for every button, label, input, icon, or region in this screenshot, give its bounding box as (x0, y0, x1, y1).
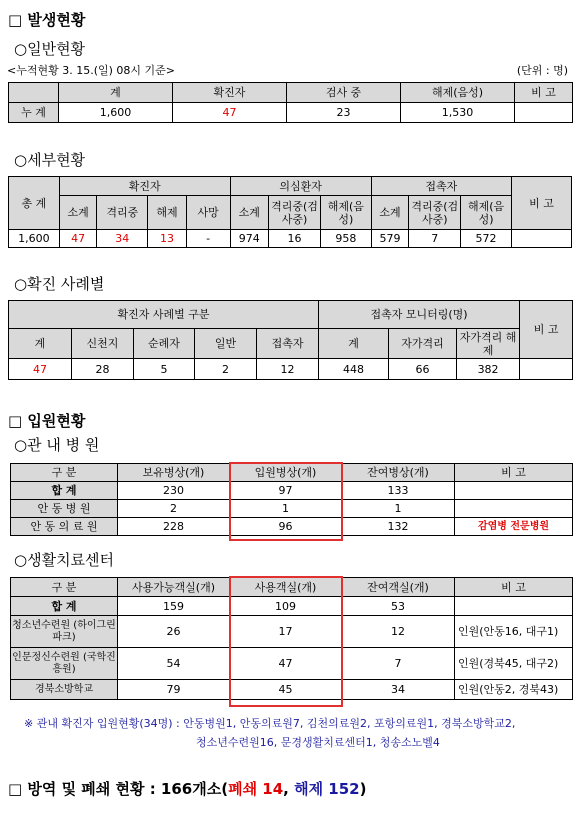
detail-status-table (8, 176, 572, 248)
general-status-heading: ○일반현황 (14, 40, 86, 58)
cell-grand-total: 1,600 (9, 230, 60, 248)
sub-header: 소계 (230, 196, 269, 230)
cell-remark: 인원(경북45, 대구2) (455, 648, 573, 680)
sub-header: 격리중 (97, 196, 148, 230)
cell-contact-subtotal: 579 (371, 230, 409, 248)
general-status-table (8, 82, 573, 123)
header-released: 해제(음성) (401, 83, 515, 103)
hospitals-heading: ○관 내 병 원 (14, 436, 100, 454)
cell-self-isolation: 66 (389, 359, 457, 380)
header-available-rooms: 사용가능객실(개) (118, 578, 230, 597)
treatment-centers-heading: ○생활치료센터 (14, 551, 115, 569)
row-label-cumulative: 누 계 (9, 103, 59, 123)
header-general: 일반 (195, 329, 257, 359)
sub-header: 해제(음성) (320, 196, 371, 230)
header-occupied-beds: 입원병상(개) (230, 464, 342, 482)
row-label-andong-medical-center: 안 동 의 료 원 (11, 518, 118, 536)
row-label-total: 합 계 (11, 597, 118, 616)
header-total: 계 (59, 83, 173, 103)
cell-value: 34 (342, 680, 455, 700)
header-group-suspected: 의심환자 (230, 177, 371, 196)
header-pilgrims: 순례자 (134, 329, 195, 359)
section-title-quarantine (8, 778, 366, 799)
cell-released: 1,530 (401, 103, 515, 123)
cell-confirmed: 47 (173, 103, 287, 123)
header-grand-total: 총 계 (9, 177, 60, 230)
header-remaining-rooms: 잔여객실(개) (342, 578, 455, 597)
row-label-fire-academy: 경북소방학교 (11, 680, 118, 700)
cell-shincheonji: 28 (72, 359, 134, 380)
cell-value: 12 (342, 616, 455, 648)
cell-general: 2 (195, 359, 257, 380)
cell-value: 26 (118, 616, 230, 648)
cell-value: 17 (230, 616, 342, 648)
header-group-monitoring: 접촉자 모니터링(명) (319, 301, 520, 329)
cell-confirmed-isolating: 34 (97, 230, 148, 248)
sub-header: 해제(음성) (461, 196, 512, 230)
basis-note: <누적현황 3. 15.(일) 08시 기준> (7, 64, 175, 77)
released-count: 해제 152 (294, 780, 360, 798)
cell-value: 97 (230, 482, 342, 500)
row-label-total: 합 계 (11, 482, 118, 500)
header-remark: 비 고 (455, 578, 573, 597)
header-self-isolation-released: 자가격리 해 제 (457, 329, 520, 359)
header-monitor-total: 계 (319, 329, 389, 359)
inpatient-footnote (24, 714, 515, 752)
hospital-beds-table (10, 463, 573, 536)
header-contacts: 접촉자 (257, 329, 319, 359)
cell-value: 47 (230, 648, 342, 680)
header-total: 계 (9, 329, 72, 359)
quarantine-prefix: □ 방역 및 폐쇄 현황 : 166개소( (8, 780, 229, 798)
cell-value: 2 (118, 500, 230, 518)
cell-value: 1 (342, 500, 455, 518)
cell-self-isolation-released: 382 (457, 359, 520, 380)
closed-count: 폐쇄 14 (228, 780, 284, 798)
separator: , (283, 780, 295, 798)
cell-value: 132 (342, 518, 455, 536)
cell-value: 159 (118, 597, 230, 616)
header-self-isolation: 자가격리 (389, 329, 457, 359)
cell-value: 109 (230, 597, 342, 616)
header-remaining-beds: 잔여병상(개) (342, 464, 455, 482)
header-total-beds: 보유병상(개) (118, 464, 230, 482)
row-label-humanities-training-center: 인문정신수련원 (국학진흥원) (11, 648, 118, 680)
header-testing: 검사 중 (287, 83, 401, 103)
sub-header: 해제 (148, 196, 187, 230)
detail-status-heading: ○세부현황 (14, 151, 86, 169)
cell-value: 53 (342, 597, 455, 616)
footnote-line-2: 청소년수련원16, 문경생활치료센터1, 청송소노벨4 (196, 736, 440, 749)
cell-confirmed-released: 13 (148, 230, 187, 248)
cell-confirmed-subtotal: 47 (59, 230, 97, 248)
quarantine-suffix: ) (359, 780, 367, 798)
cell-remark (455, 597, 573, 616)
header-confirmed: 확진자 (173, 83, 287, 103)
header-used-rooms: 사용객실(개) (230, 578, 342, 597)
header-group-case-type: 확진자 사례별 구분 (9, 301, 319, 329)
footnote-line-1: ※ 관내 확진자 입원현황(34명) : 안동병원1, 안동의료원7, 김천의료원2, 포항의료원1, 경북소방학교2, (24, 717, 516, 730)
cell-remark (511, 230, 571, 248)
header-blank (9, 83, 59, 103)
cell-remark (455, 482, 573, 500)
row-label-youth-training-center: 청소년수련원 (하이그린파크) (11, 616, 118, 648)
cell-total: 1,600 (59, 103, 173, 123)
cell-pilgrims: 5 (134, 359, 195, 380)
cell-value: 96 (230, 518, 342, 536)
cell-value: 133 (342, 482, 455, 500)
cell-value: 54 (118, 648, 230, 680)
cell-suspected-subtotal: 974 (230, 230, 269, 248)
cell-deaths: - (186, 230, 230, 248)
cell-remark (515, 103, 573, 123)
cell-remark (520, 359, 573, 380)
header-group-confirmed: 확진자 (59, 177, 230, 196)
cell-remark: 인원(안동16, 대구1) (455, 616, 573, 648)
row-label-andong-hospital: 안 동 병 원 (11, 500, 118, 518)
cell-value: 79 (118, 680, 230, 700)
cell-value: 45 (230, 680, 342, 700)
sub-header: 격리중(검사중) (269, 196, 321, 230)
cell-case-total: 47 (9, 359, 72, 380)
cell-monitor-total: 448 (319, 359, 389, 380)
treatment-centers-table (10, 577, 573, 700)
sub-header: 격리중(검사중) (409, 196, 461, 230)
cell-value: 230 (118, 482, 230, 500)
cell-contact-testing: 7 (409, 230, 461, 248)
cell-suspected-negative: 958 (320, 230, 371, 248)
section-title-occurrence: □ 발생현황 (8, 11, 86, 29)
cell-suspected-testing: 16 (269, 230, 321, 248)
cell-contacts: 12 (257, 359, 319, 380)
cell-contact-negative: 572 (461, 230, 512, 248)
header-group-contact: 접촉자 (371, 177, 511, 196)
section-title-hospitalization: □ 입원현황 (8, 412, 86, 430)
header-category: 구 분 (11, 464, 118, 482)
unit-note: (단위 : 명) (516, 64, 568, 77)
case-type-table (8, 300, 573, 380)
header-remark: 비 고 (520, 301, 573, 359)
cell-remark-infectious-disease-hospital: 감염병 전문병원 (455, 518, 573, 536)
header-category: 구 분 (11, 578, 118, 597)
case-type-heading: ○확진 사례별 (14, 275, 105, 293)
sub-header: 소계 (59, 196, 97, 230)
header-shincheonji: 신천지 (72, 329, 134, 359)
sub-header: 사망 (186, 196, 230, 230)
cell-value: 228 (118, 518, 230, 536)
header-remark: 비 고 (455, 464, 573, 482)
cell-value: 1 (230, 500, 342, 518)
cell-testing: 23 (287, 103, 401, 123)
cell-remark: 인원(안동2, 경북43) (455, 680, 573, 700)
cell-value: 7 (342, 648, 455, 680)
cell-remark (455, 500, 573, 518)
sub-header: 소계 (371, 196, 409, 230)
header-remark: 비 고 (511, 177, 571, 230)
header-remark: 비 고 (515, 83, 573, 103)
